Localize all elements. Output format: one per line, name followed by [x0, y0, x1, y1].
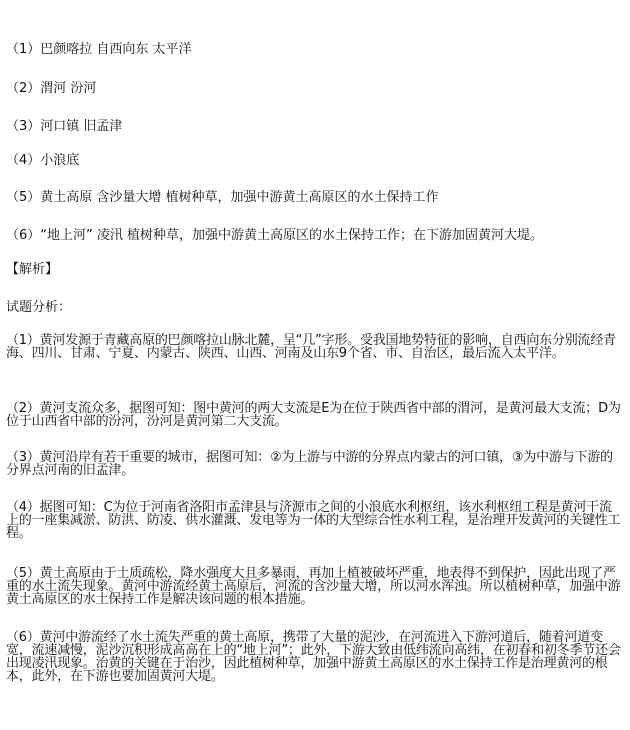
analysis-heading: 【解析】	[6, 262, 59, 277]
answer-5: （5）黄土高原 含沙量大增 植树种草，加强中游黄土高原区的水土保持工作	[6, 190, 439, 205]
answer-2: （2）渭河 汾河	[6, 81, 97, 96]
analysis-paragraph-6: （6）黄河中游流经了水土流失严重的黄土高原，携带了大量的泥沙，在河流进入下游河道后，随着河道变宽，流速减慢，泥沙沉积形成高高在上的“地上河”；此外，下游大致由低纬流向高纬，在初春和初冬季节还会出现凌汛现象。治黄的关键在于治沙，因此植树种草，加强中游黄土高原区的水土保持工作是治理黄河的根本，此外，在下游也要加固黄河大堤。	[6, 630, 621, 684]
answer-3: （3）河口镇 旧孟津	[6, 119, 123, 134]
answer-6: （6）“地上河” 凌汛 植树种草，加强中游黄土高原区的水土保持工作；在下游加固黄河大堤。	[6, 228, 544, 243]
analysis-paragraph-3: （3）黄河沿岸有若干重要的城市，据图可知：②为上游与中游的分界点内蒙古的河口镇，③为中游与下游的分界点河南的旧孟津。	[6, 450, 613, 478]
analysis-intro: 试题分析：	[6, 300, 72, 315]
analysis-paragraph-2: （2）黄河支流众多，据图可知：图中黄河的两大支流是E为在位于陕西省中部的渭河，是黄河最大支流；D为位于山西省中部的汾河，汾河是黄河第二大支流。	[6, 401, 621, 429]
analysis-paragraph-1: （1）黄河发源于青藏高原的巴颜喀拉山脉北麓，呈“几”字形。受我国地势特征的影响，自西向东分别流经青海、四川、甘肃、宁夏、内蒙古、陕西、山西、河南及山东9个省、市、自治区，最后流入太平洋。	[6, 333, 616, 361]
answer-1: （1）巴颜喀拉 自西向东 太平洋	[6, 42, 192, 57]
analysis-paragraph-4: （4）据图可知：C为位于河南省洛阳市孟津县与济源市之间的小浪底水利枢纽，该水利枢纽工程是黄河干流上的一座集减淤、防洪、防凌、供水灌溉、发电等为一体的大型综合性水利工程，是治理开发黄河的关键性工程。	[6, 500, 621, 541]
analysis-paragraph-5: （5）黄土高原由于土质疏松，降水强度大且多暴雨，再加上植被破坏严重，地表得不到保护，因此出现了严重的水土流失现象。黄河中游流经黄土高原后，河流的含沙量大增，所以河水浑浊。所以植树种草，加强中游黄土高原区的水土保持工作是解决该问题的根本措施。	[6, 566, 621, 607]
answer-4: （4）小浪底	[6, 153, 80, 168]
